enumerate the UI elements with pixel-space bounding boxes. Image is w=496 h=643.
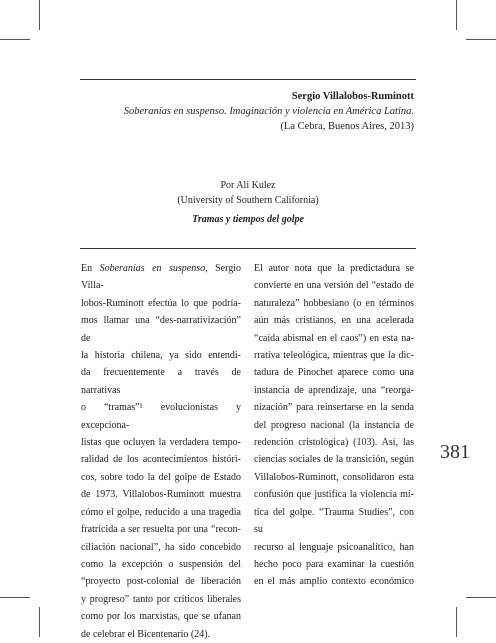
text-line: como por los marxistas, que se ufanan <box>81 611 241 623</box>
text-line: en el más amplio contexto económico <box>254 576 414 588</box>
crop-mark <box>466 39 496 40</box>
byline <box>80 178 416 227</box>
text-line: ciliación nacional”, ha sido concebido <box>81 541 241 553</box>
page-number: 381 <box>440 441 470 463</box>
left-column <box>81 260 241 643</box>
right-column <box>254 260 414 591</box>
text-line: aún más cristianos, en una acelerada <box>254 315 414 327</box>
text-line: recurso al lenguaje psicoanalítico, han <box>254 541 414 553</box>
text-line: “caída abismal en el caos”) en esta na- <box>254 332 414 344</box>
text-line: o “tramas”¹ evolucionistas y excepciona- <box>81 402 241 431</box>
text-line: cómo el golpe, reducido a una tragedia <box>81 506 241 518</box>
text-line: “proyecto post-colonial de liberación <box>81 576 241 588</box>
text-line: En Soberanías en suspenso, Sergio Villa- <box>81 263 241 292</box>
text-line: como la excepción o suspensión del <box>81 558 241 570</box>
text-line: listas que ocluyen la verdadera tempo- <box>81 437 241 449</box>
text-line: ralidad de los acontecimientos históri- <box>81 454 241 466</box>
text-line: tadura de Pinochet aparece como una <box>254 367 414 379</box>
crop-mark <box>456 607 457 637</box>
section-rule <box>80 248 416 249</box>
publication-info: (La Cebra, Buenos Aires, 2013) <box>280 121 414 132</box>
text-line: fratricida a ser resuelta por una “recon- <box>81 524 241 536</box>
text-line: redención cristológica) (103). Así, las <box>254 437 414 449</box>
text-line: da frecuentemente a través de narrativas <box>81 367 241 396</box>
crop-mark <box>39 0 40 30</box>
text-line: instancia de aprendizaje, una “reorga- <box>254 384 414 396</box>
crop-mark <box>466 597 496 598</box>
text-line: del progreso nacional (la instancia de <box>254 419 414 431</box>
text-line: confusión que justifica la violencia mí- <box>254 489 414 501</box>
text-line: Villalobos-Ruminott, consolidaron esta <box>254 471 414 483</box>
review-header <box>124 89 414 134</box>
crop-mark <box>0 597 30 598</box>
text-line: cos, sobre todo la del golpe de Estado <box>81 471 241 483</box>
text-line: nización” para reinsertarse en la senda <box>254 402 414 414</box>
reviewed-book-title: Soberanías en suspenso. Imaginación y violencia en América Latina. <box>123 106 414 117</box>
crop-mark <box>456 0 457 30</box>
crop-mark <box>39 607 40 637</box>
text-line: lobos-Ruminott efectúa lo que podría- <box>81 297 241 309</box>
text-line: naturaleza” hobbesiano (o en términos <box>254 297 414 309</box>
reviewer-affiliation: (University of Southern California) <box>177 195 319 206</box>
text-line: mos llamar una “des-narrativización” de <box>81 315 241 344</box>
text-line: de celebrar el Bicentenario (24). <box>81 628 211 640</box>
text-line: convierte en una versión del “estado de <box>254 280 414 292</box>
reviewer-name: Por Ali Kulez <box>220 180 276 191</box>
text-line: El autor nota que la predictadura se <box>254 263 414 274</box>
crop-mark <box>0 39 30 40</box>
text-line: la historia chilena, ya sido entendi- <box>81 350 241 362</box>
text-line: hecho poco para examinar la cuestión <box>254 558 414 570</box>
top-rule <box>80 79 416 80</box>
text-line: de 1973. Villalobos-Ruminott muestra <box>81 489 241 501</box>
reviewed-author: Sergio Villalobos-Ruminott <box>291 91 414 102</box>
text-line: rrativa teleológica, mientras que la dic- <box>254 350 414 362</box>
text-line: ciencias sociales de la transición, según <box>254 454 414 466</box>
text-line: y progreso” tanto por críticos liberales <box>81 593 241 605</box>
essay-title: Tramas y tiempos del golpe <box>192 214 304 225</box>
text-line: tica del golpe. “Trauma Studies”, con su <box>254 506 414 536</box>
